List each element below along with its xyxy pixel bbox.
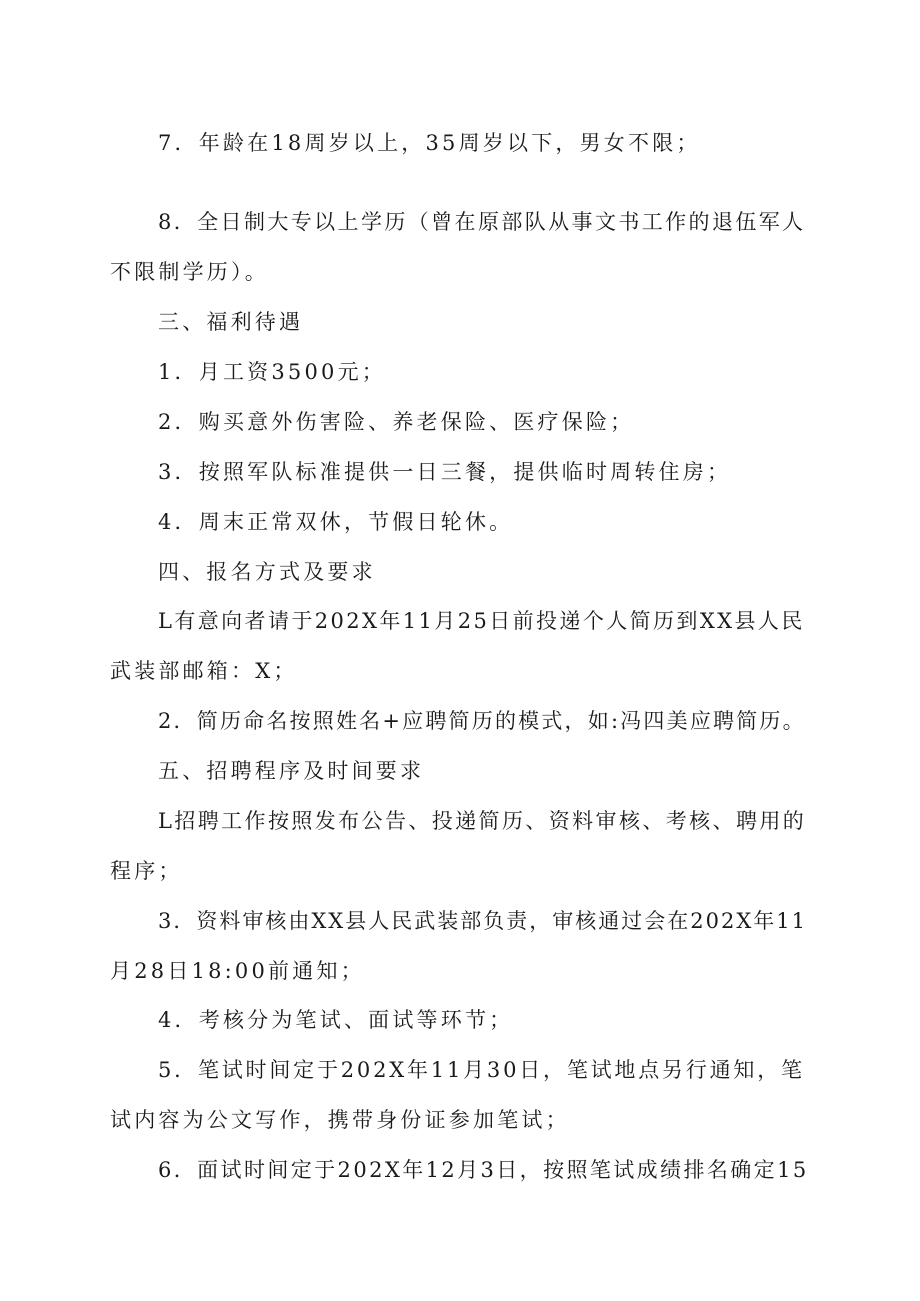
section-heading: 四、报名方式及要求 [158,560,376,584]
paragraph-line: 7．年龄在18周岁以上，35周岁以下，男女不限； [158,131,701,155]
paragraph-line: 8．全日制大专以上学历（曾在原部队从事文书工作的退伍军人 [158,210,806,234]
paragraph-line: 月28日18:00前通知； [110,959,365,983]
paragraph-line: 6．面试时间定于202X年12月3日，按照笔试成绩排名确定15 [158,1158,809,1182]
paragraph-line: 2．简历命名按照姓名+应聘简历的模式，如:冯四美应聘简历。 [158,709,806,733]
paragraph-line: 4．考核分为笔试、面试等环节； [158,1008,514,1032]
paragraph-line: 不限制学历）。 [110,260,269,284]
paragraph-line: 3．资料审核由XX县人民武装部负责，审核通过会在202X年11 [158,909,808,933]
paragraph-line: 3．按照军队标准提供一日三餐，提供临时周转住房； [158,460,732,484]
paragraph-line: L有意向者请于202X年11月25日前投递个人简历到XX县人民 [158,609,805,633]
paragraph-line: 武装部邮箱：X； [110,659,298,683]
paragraph-line: 程序； [110,859,183,883]
section-heading: 三、福利待遇 [158,310,304,334]
section-heading: 五、招聘程序及时间要求 [158,759,425,783]
paragraph-line: L招聘工作按照发布公告、投递简历、资料审核、考核、聘用的 [158,809,807,833]
paragraph-line: 1．月工资3500元； [158,360,387,384]
paragraph-line: 试内容为公文写作，携带身份证参加笔试； [110,1108,570,1132]
paragraph-line: 5．笔试时间定于202X年11月30日，笔试地点另行通知，笔 [158,1058,805,1082]
paragraph-line: 4．周末正常双休，节假日轮休。 [158,510,514,534]
paragraph-line: 2．购买意外伤害险、养老保险、医疗保险； [158,410,635,434]
